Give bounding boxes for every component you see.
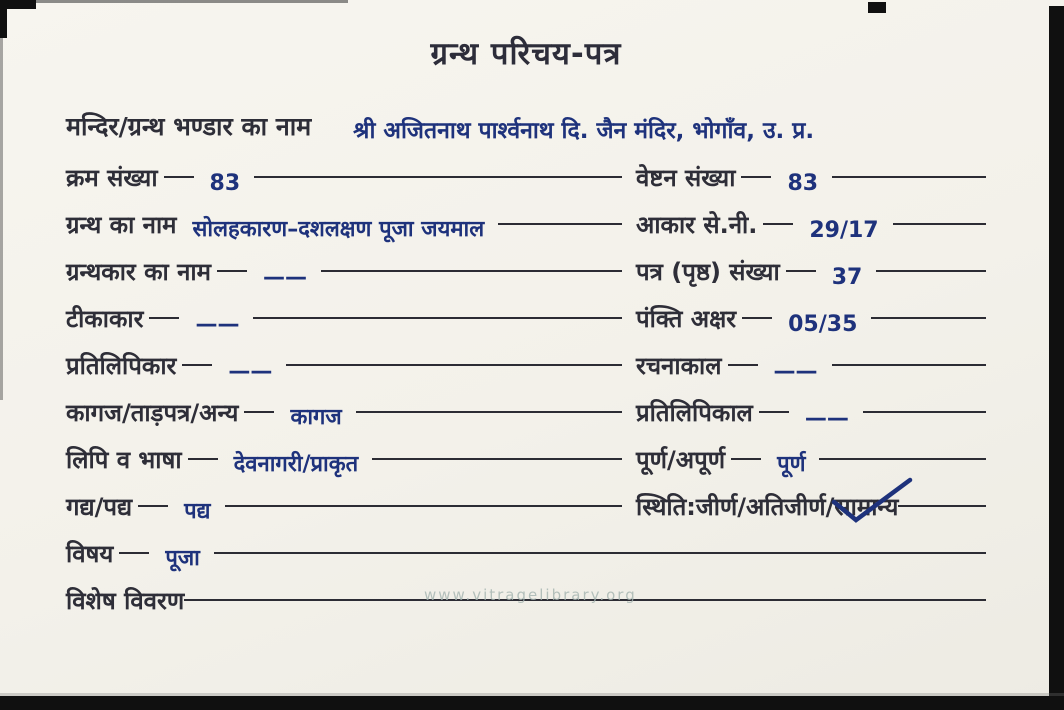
scan-corner-top-left <box>0 0 7 38</box>
field-label: लिपि व भाषा <box>66 446 182 474</box>
field-label: टीकाकार <box>66 305 144 333</box>
field-label: कागज/ताड़पत्र/अन्य <box>66 399 239 427</box>
field-temple-name <box>66 94 986 146</box>
field-material <box>66 385 622 432</box>
form-rule <box>763 223 793 225</box>
field-label: स्थिति:जीर्ण/अतिजीर्ण/ <box>636 493 835 521</box>
field-value: श्री अजितनाथ पार्श्वनाथ दि. जैन मंदिर, भोगाँव, उ. प्र. <box>353 118 815 144</box>
form-row <box>66 479 986 526</box>
form-rule <box>741 176 771 178</box>
form-rule <box>217 270 247 272</box>
form-rule <box>321 270 622 272</box>
form-rule <box>728 364 758 366</box>
field-label: आकार से.नी. <box>636 211 758 239</box>
field-label: विषय <box>66 540 114 568</box>
form-row <box>66 432 986 479</box>
field-lines-letters <box>636 291 986 338</box>
form-rule <box>372 458 622 460</box>
condition-marked-option <box>834 490 898 526</box>
field-label: मन्दिर/ग्रन्थ भण्डार का नाम <box>66 112 312 141</box>
form-rule <box>188 458 218 460</box>
field-label: क्रम संख्या <box>66 164 158 192</box>
field-condition <box>636 479 986 526</box>
scan-edge-bottom <box>0 696 1064 710</box>
field-value: —— <box>263 265 307 290</box>
card-title: ग्रन्थ परिचय-पत्र <box>430 36 622 72</box>
form-rule <box>253 317 622 319</box>
form-rule <box>149 317 179 319</box>
field-label: ग्रन्थ का नाम <box>66 211 177 239</box>
scan-edge-top <box>0 0 348 3</box>
form-rule <box>893 223 986 225</box>
form-rule <box>244 411 274 413</box>
field-label: प्रतिलिपिकार <box>66 352 177 380</box>
field-value: 83 <box>787 171 819 196</box>
field-label: पूर्ण/अपूर्ण <box>636 446 726 474</box>
form-rule <box>225 505 622 507</box>
field-value: पूर्ण <box>777 452 806 477</box>
scan-edge-right <box>1049 6 1064 710</box>
card-content <box>66 26 986 620</box>
form-rule <box>182 364 212 366</box>
form-row <box>66 291 986 338</box>
field-value: —— <box>804 406 849 431</box>
field-value: पद्य <box>184 499 211 524</box>
field-label: पत्र (पृष्ठ) संख्या <box>636 258 780 286</box>
form-rule <box>164 176 194 178</box>
field-commentator <box>66 291 622 338</box>
field-size-cm <box>636 197 986 244</box>
field-bundle-number <box>636 150 986 197</box>
form-row <box>66 244 986 291</box>
form-rule <box>759 411 789 413</box>
field-value: —— <box>228 359 273 384</box>
field-value: 29/17 <box>809 218 879 243</box>
field-value: 37 <box>831 265 863 290</box>
field-label: रचनाकाल <box>636 352 722 380</box>
form-rule <box>832 364 986 366</box>
form-rule <box>786 270 816 272</box>
form-rule <box>138 505 168 507</box>
field-label: प्रतिलिपिकाल <box>636 399 753 427</box>
field-copy-date <box>636 385 986 432</box>
form-rule <box>863 411 986 413</box>
form-rule <box>898 505 986 507</box>
field-value: —— <box>195 312 240 337</box>
field-value: पूजा <box>165 546 200 571</box>
form-rule <box>356 411 622 413</box>
field-copyist <box>66 338 622 385</box>
form-row <box>66 197 986 244</box>
field-subject <box>66 526 986 573</box>
form-rule <box>876 270 986 272</box>
form-rule <box>731 458 761 460</box>
form-rule <box>871 317 986 319</box>
field-script-language <box>66 432 622 479</box>
form-row <box>66 385 986 432</box>
field-value: 83 <box>209 171 241 196</box>
field-composition-date <box>636 338 986 385</box>
form-rule <box>742 317 772 319</box>
field-value: देवनागरी/प्राकृत <box>233 452 359 477</box>
field-serial-number <box>66 150 622 197</box>
field-label: विशेष विवरण <box>66 587 185 615</box>
field-value: —— <box>773 359 818 384</box>
scan-mark-top-right <box>868 2 886 13</box>
field-label: गद्य/पद्य <box>66 493 133 521</box>
form-rule <box>498 223 622 225</box>
form-row <box>66 150 986 197</box>
field-value: सोलहकारण–दशलक्षण पूजा जयमाल <box>192 217 485 242</box>
scan-edge-left <box>0 0 3 400</box>
field-label: पंक्ति अक्षर <box>636 305 737 333</box>
field-label: वेष्टन संख्या <box>636 164 736 192</box>
form-rule <box>286 364 622 366</box>
form-rule <box>119 552 149 554</box>
form-rule <box>254 176 622 178</box>
field-value: कागज <box>290 405 342 430</box>
field-prose-verse <box>66 479 622 526</box>
field-label: ग्रन्थकार का नाम <box>66 258 211 286</box>
form-row <box>66 526 986 573</box>
form-rule <box>214 552 986 554</box>
field-value: 05/35 <box>788 312 858 337</box>
field-manuscript-name <box>66 197 622 244</box>
field-complete-incomplete <box>636 432 986 479</box>
form-rule <box>832 176 986 178</box>
field-value: सामान्य <box>834 493 899 521</box>
field-author-name <box>66 244 622 291</box>
form-rule <box>819 458 986 460</box>
field-page-count <box>636 244 986 291</box>
form-row <box>66 338 986 385</box>
watermark: www.vitragelibrary.org <box>424 586 637 604</box>
